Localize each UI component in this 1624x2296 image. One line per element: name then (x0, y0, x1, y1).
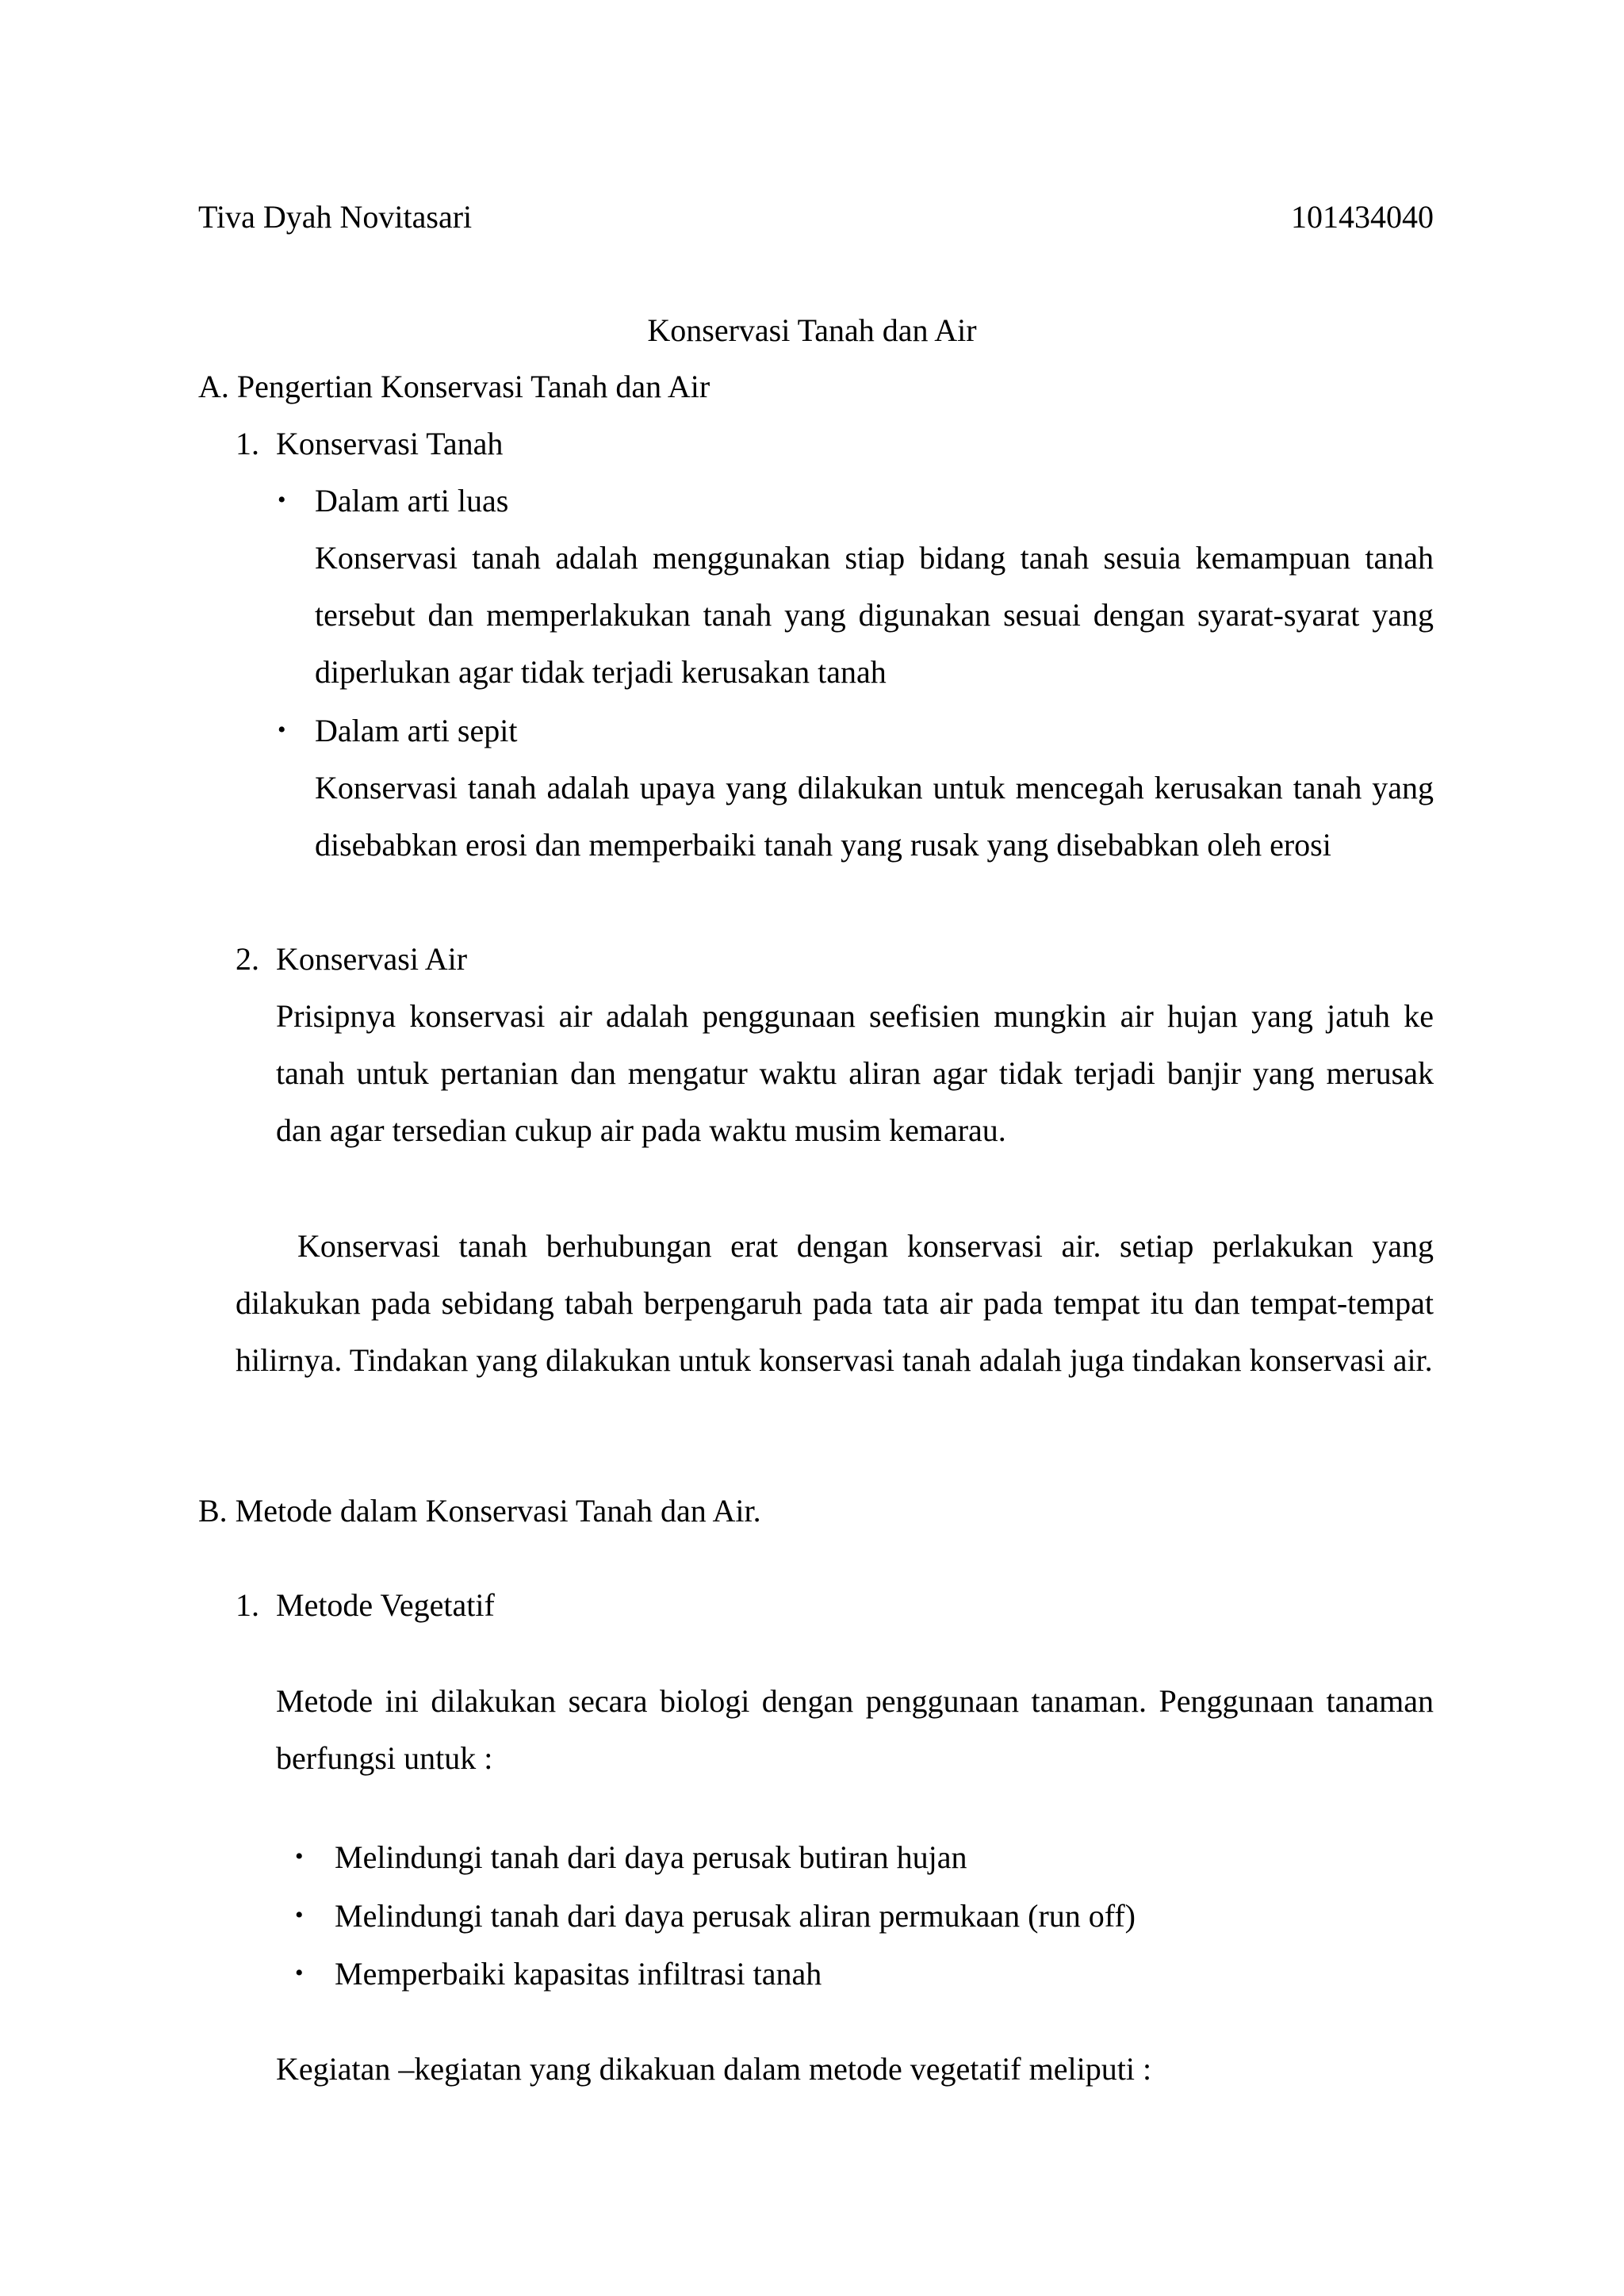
student-id: 101434040 (1291, 199, 1434, 235)
paragraph-konservasi-air: Prisipnya konservasi air adalah penggunaan seefisien mungkin air hujan yang jatuh ke tanah untuk pertanian dan mengatur waktu aliran agar tidak terjadi banjir yang merusak dan agar tersedian cukup air pada waktu musim kemarau. (276, 998, 1434, 1148)
list-item: Memperbaiki kapasitas infiltrasi tanah (335, 1956, 822, 1992)
section-a-item2-number: 2. (236, 941, 259, 977)
bullet-icon: • (295, 1960, 304, 1986)
bullet-title-sepit: Dalam arti sepit (315, 713, 518, 748)
section-b-item1-number: 1. (236, 1587, 259, 1623)
paragraph-arti-luas: Konservasi tanah adalah menggunakan stiap bidang tanah sesuia kemampuan tanah tersebut dan memperlakukan tanah yang digunakan sesuai dengan syarat-syarat yang diperlukan agar tidak terjadi kerusakan tanah (315, 540, 1434, 690)
section-a-item2-title: Konservasi Air (276, 941, 468, 977)
bullet-title-luas: Dalam arti luas (315, 483, 509, 519)
section-a-item1-title: Konservasi Tanah (276, 426, 504, 461)
paragraph-hubungan: Konservasi tanah berhubungan erat dengan konservasi air. setiap perlakukan yang dilakukan pada sebidang tabah berpengaruh pada tata air pada tempat itu dan tempat-tempat hilirnya. Tindakan yang dilakukan untuk konservasi tanah adalah juga tindakan konservasi air. (236, 1228, 1434, 1378)
section-b-heading: B. Metode dalam Konservasi Tanah dan Air. (198, 1493, 761, 1529)
paragraph-arti-sepit: Konservasi tanah adalah upaya yang dilakukan untuk mencegah kerusakan tanah yang disebabkan erosi dan memperbaiki tanah yang rusak yang disebabkan oleh erosi (315, 770, 1434, 863)
document-title: Konservasi Tanah dan Air (647, 312, 977, 348)
vegetatif-closing: Kegiatan –kegiatan yang dikakuan dalam metode vegetatif meliputi : (276, 2051, 1152, 2087)
bullet-icon: • (295, 1843, 304, 1869)
bullet-icon: • (278, 487, 286, 513)
list-item: Melindungi tanah dari daya perusak butiran hujan (335, 1839, 967, 1875)
bullet-icon: • (278, 717, 286, 743)
section-a-heading: A. Pengertian Konservasi Tanah dan Air (198, 369, 710, 404)
author-name: Tiva Dyah Novitasari (198, 199, 473, 235)
section-b-item1-title: Metode Vegetatif (276, 1587, 495, 1623)
bullet-icon: • (295, 1902, 304, 1928)
paragraph-vegetatif-intro: Metode ini dilakukan secara biologi dengan penggunaan tanaman. Penggunaan tanaman berfungsi untuk : (276, 1683, 1434, 1776)
section-a-item1-number: 1. (236, 426, 259, 461)
list-item: Melindungi tanah dari daya perusak aliran permukaan (run off) (335, 1898, 1136, 1934)
